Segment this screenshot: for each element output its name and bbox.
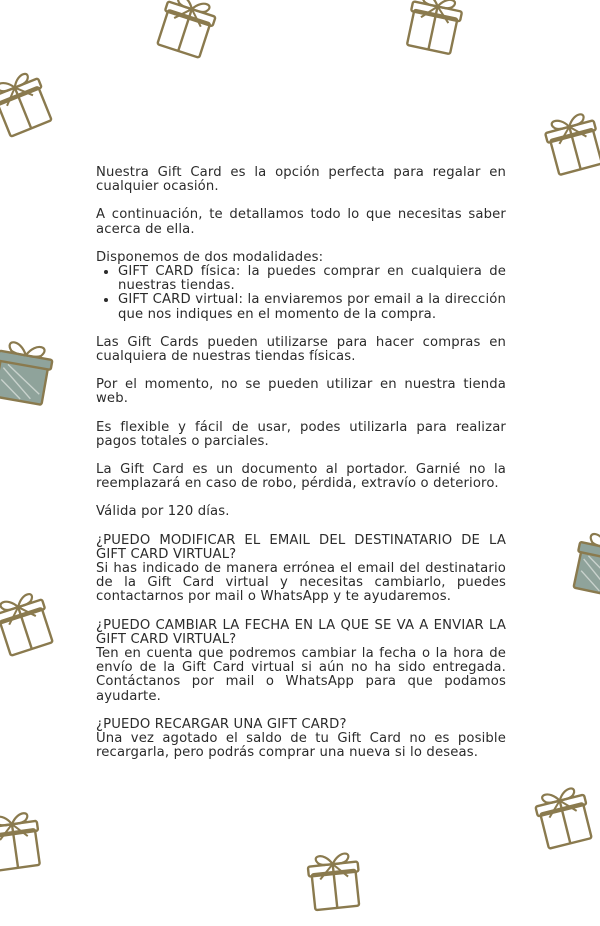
gift-icon [0,588,70,668]
faq-answer: Ten en cuenta que podremos cambiar la fecha o la hora de envío de la Gift Card virtual si aún no ha sido entregada. Contáctanos por mail o WhatsApp para que podamos ayudarte. [96,646,506,704]
faq-question: ¿PUEDO CAMBIAR LA FECHA EN LA QUE SE VA A ENVIAR LA GIFT CARD VIRTUAL? [96,617,506,647]
bearer-paragraph: La Gift Card es un documento al portador. Garnié no la reemplazará en caso de robo, pérdida, extravío o deterioro. [96,462,506,492]
gift-icon [388,0,478,68]
validity-paragraph: Válida por 120 días. [96,504,230,520]
list-item: • GIFT CARD virtual: la enviaremos por email a la dirección que nos indiques en el momento de la compra. [118,293,506,321]
faq-question: ¿PUEDO MODIFICAR EL EMAIL DEL DESTINATARIO DE LA GIFT CARD VIRTUAL? [96,532,506,562]
modes-title: Disponemos de dos modalidades: [96,249,324,265]
gift-icon [530,108,600,188]
gift-card-info [96,166,506,775]
gift-filled-icon [0,332,72,422]
flexible-paragraph: Es flexible y fácil de usar, podes utilizarla para realizar pagos totales o parciales. [96,419,506,449]
faq-question: ¿PUEDO RECARGAR UNA GIFT CARD? [96,716,347,732]
gift-icon [290,846,380,926]
gift-icon [0,806,60,886]
faq-answer: Si has indicado de manera errónea el email del destinatario de la Gift Card virtual y necesitas cambiarlo, puedes contactarnos por mail o WhatsApp y te ayudaremos. [96,561,506,605]
gift-icon [0,68,68,148]
gift-icon [520,782,600,862]
faq-answer: Una vez agotado el saldo de tu Gift Card no es posible recargarla, pero podrás comprar una nueva si lo deseas. [96,731,506,761]
modes-list [96,265,506,322]
list-item: • GIFT CARD física: la puedes comprar en cualquiera de nuestras tiendas. [118,265,506,293]
usage-paragraph: Las Gift Cards pueden utilizarse para hacer compras en cualquiera de nuestras tiendas físicas. [96,334,506,365]
faq-item [96,619,506,704]
gift-filled-icon [552,524,600,614]
web-paragraph: Por el momento, no se pueden utilizar en nuestra tienda web. [96,377,506,407]
details-paragraph: A continuación, te detallamos todo lo que necesitas saber acerca de ella. [96,207,506,237]
faq-item [96,534,506,605]
intro-paragraph: Nuestra Gift Card es la opción perfecta para regalar en cualquier ocasión. [96,165,506,195]
faq-item [96,718,506,761]
gift-icon [140,0,230,70]
